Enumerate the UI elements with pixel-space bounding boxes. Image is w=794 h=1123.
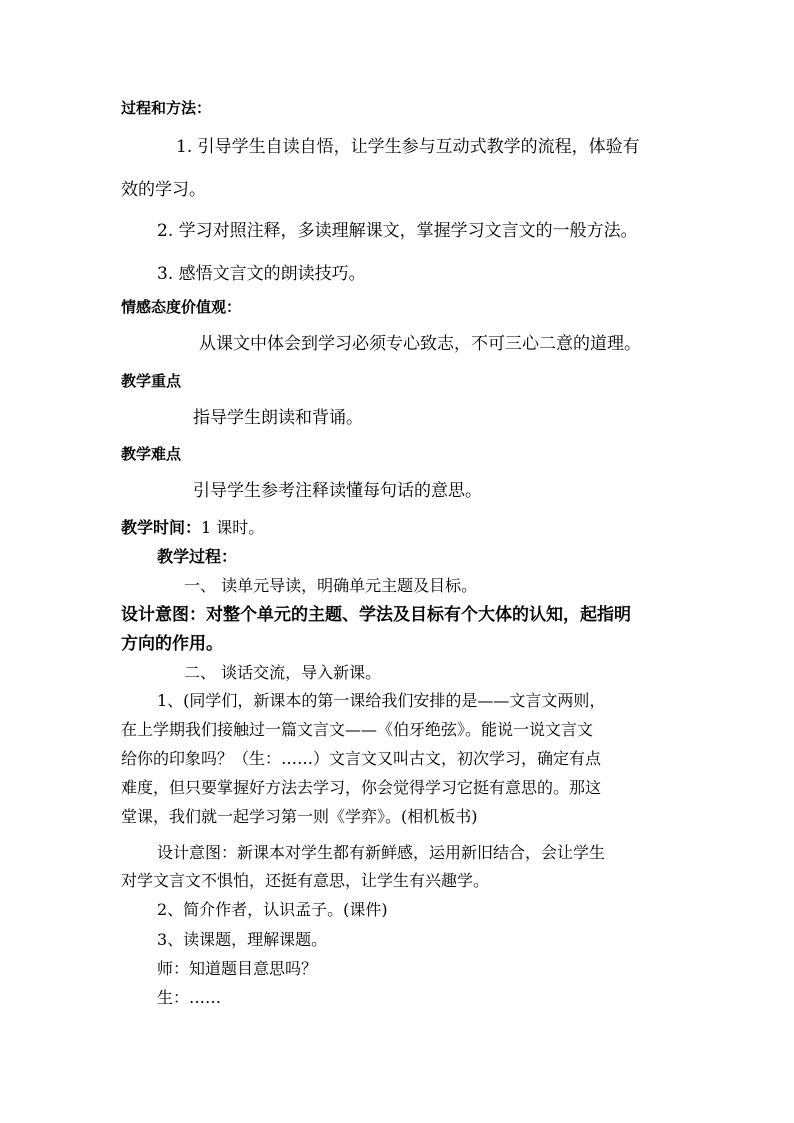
teaching-time-value: 1 课时。	[201, 518, 265, 537]
design-intent-1-label: 设计意图：	[121, 605, 206, 625]
heading-key-point: 教学重点	[121, 372, 182, 390]
student-line: 生：……	[157, 988, 222, 1007]
design-intent-1-line-1	[121, 607, 631, 624]
teaching-time-label: 教学时间：	[121, 518, 202, 537]
design-intent-2-line-1: 设计意图：新课本对学生都有新鲜感，运用新旧结合，会让学生	[157, 843, 606, 862]
design-intent-1-line-2: 方向的作用。	[121, 634, 223, 654]
paragraph-1-line-3: 给你的印象吗？（生：……）文言文又叫古文，初次学习，确定有点	[121, 749, 602, 768]
teaching-time	[121, 520, 264, 536]
key-point-text: 指导学生朗读和背诵。	[193, 408, 363, 428]
heading-difficulty: 教学难点	[121, 445, 182, 463]
paragraph-1-line-1: 1、(同学们，新课本的第一课给我们安排的是——文言文两则，	[157, 691, 606, 710]
paragraph-1-line-2: 在上学期我们接触过一篇文言文——《伯牙绝弦》。能说一说文言文	[121, 720, 594, 739]
process-item-3: 3. 感悟文言文的朗读技巧。	[157, 264, 366, 284]
process-item-2: 2. 学习对照注释，多读理解课文，掌握学习文言文的一般方法。	[157, 221, 638, 241]
process-item-1-line-2: 效的学习。	[121, 180, 206, 200]
process-item-1-line-1: 1. 引导学生自读自悟，让学生参与互动式教学的流程，体验有	[176, 137, 640, 157]
procedure-step-1: 一、 读单元导读，明确单元主题及目标。	[184, 576, 478, 595]
paragraph-2: 2、简介作者，认识孟子。(课件)	[157, 900, 388, 919]
paragraph-1-line-5: 堂课，我们就一起学习第一则《学弈》。(相机板书)	[121, 807, 478, 826]
emotion-text: 从课文中体会到学习必须专心致志，不可三心二意的道理。	[199, 334, 641, 354]
heading-procedure: 教学过程：	[157, 547, 238, 566]
heading-process-method: 过程和方法：	[121, 99, 212, 117]
teacher-line: 师：知道题目意思吗？	[157, 959, 318, 978]
paragraph-1-line-4: 难度，但只要掌握好方法去学习，你会觉得学习它挺有意思的。那这	[121, 778, 602, 797]
design-intent-1-text: 对整个单元的主题、学法及目标有个大体的认知，起指明	[206, 605, 631, 625]
paragraph-3: 3、读课题，理解课题。	[157, 930, 328, 949]
design-intent-2-line-2: 对学文言文不惧怕，还挺有意思，让学生有兴趣学。	[121, 871, 490, 890]
difficulty-text: 引导学生参考注释读懂每句话的意思。	[193, 481, 482, 501]
procedure-step-2: 二、 谈话交流，导入新课。	[184, 663, 382, 682]
heading-emotion: 情感态度价值观：	[121, 298, 242, 316]
